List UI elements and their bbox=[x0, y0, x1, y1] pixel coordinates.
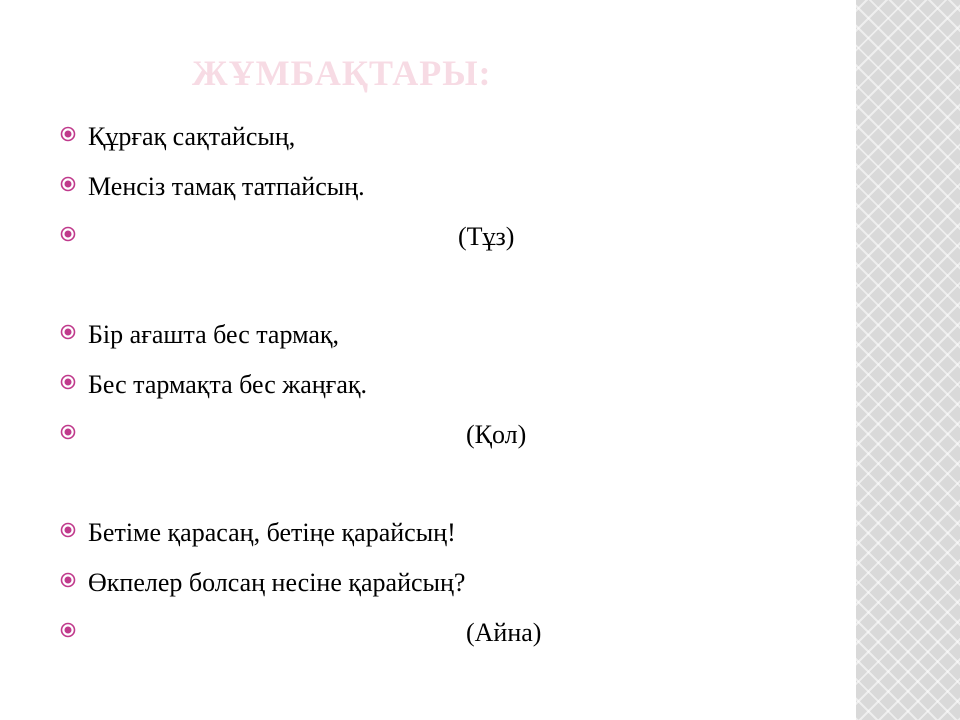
bullet-circle-icon bbox=[60, 622, 76, 638]
riddle-line: Өкпелер болсаң несіне қарайсың? bbox=[88, 568, 466, 597]
list-item bbox=[60, 320, 760, 358]
list-item bbox=[60, 568, 820, 606]
riddle-answer: (Айна) bbox=[466, 618, 542, 647]
slide-title: ЖҰМБАҚТАРЫ: bbox=[192, 53, 492, 93]
list-item bbox=[60, 222, 760, 260]
bullet-circle-icon bbox=[60, 424, 76, 440]
riddle-line: Құрғақ сақтайсың, bbox=[88, 122, 296, 151]
bullet-circle-icon bbox=[60, 126, 76, 142]
bullet-circle-icon bbox=[60, 176, 76, 192]
riddle-answer: (Қол) bbox=[466, 420, 527, 449]
riddle-answer: (Тұз) bbox=[458, 222, 515, 251]
list-item bbox=[60, 370, 760, 408]
list-item bbox=[60, 420, 760, 458]
decorative-side-panel bbox=[856, 0, 960, 720]
list-item bbox=[60, 518, 820, 556]
bullet-circle-icon bbox=[60, 522, 76, 538]
bullet-circle-icon bbox=[60, 324, 76, 340]
riddle-line: Менсіз тамақ татпайсың. bbox=[88, 172, 365, 201]
riddle-line: Бір ағашта бес тармақ, bbox=[88, 320, 340, 349]
riddle-line: Бетіме қарасаң, бетіңе қарайсың! bbox=[88, 518, 456, 547]
list-item bbox=[60, 618, 820, 656]
bullet-circle-icon bbox=[60, 226, 76, 242]
list-item bbox=[60, 172, 760, 210]
riddle-line: Бес тармақта бес жаңғақ. bbox=[88, 370, 368, 399]
list-item bbox=[60, 122, 760, 160]
bullet-circle-icon bbox=[60, 572, 76, 588]
bullet-circle-icon bbox=[60, 374, 76, 390]
